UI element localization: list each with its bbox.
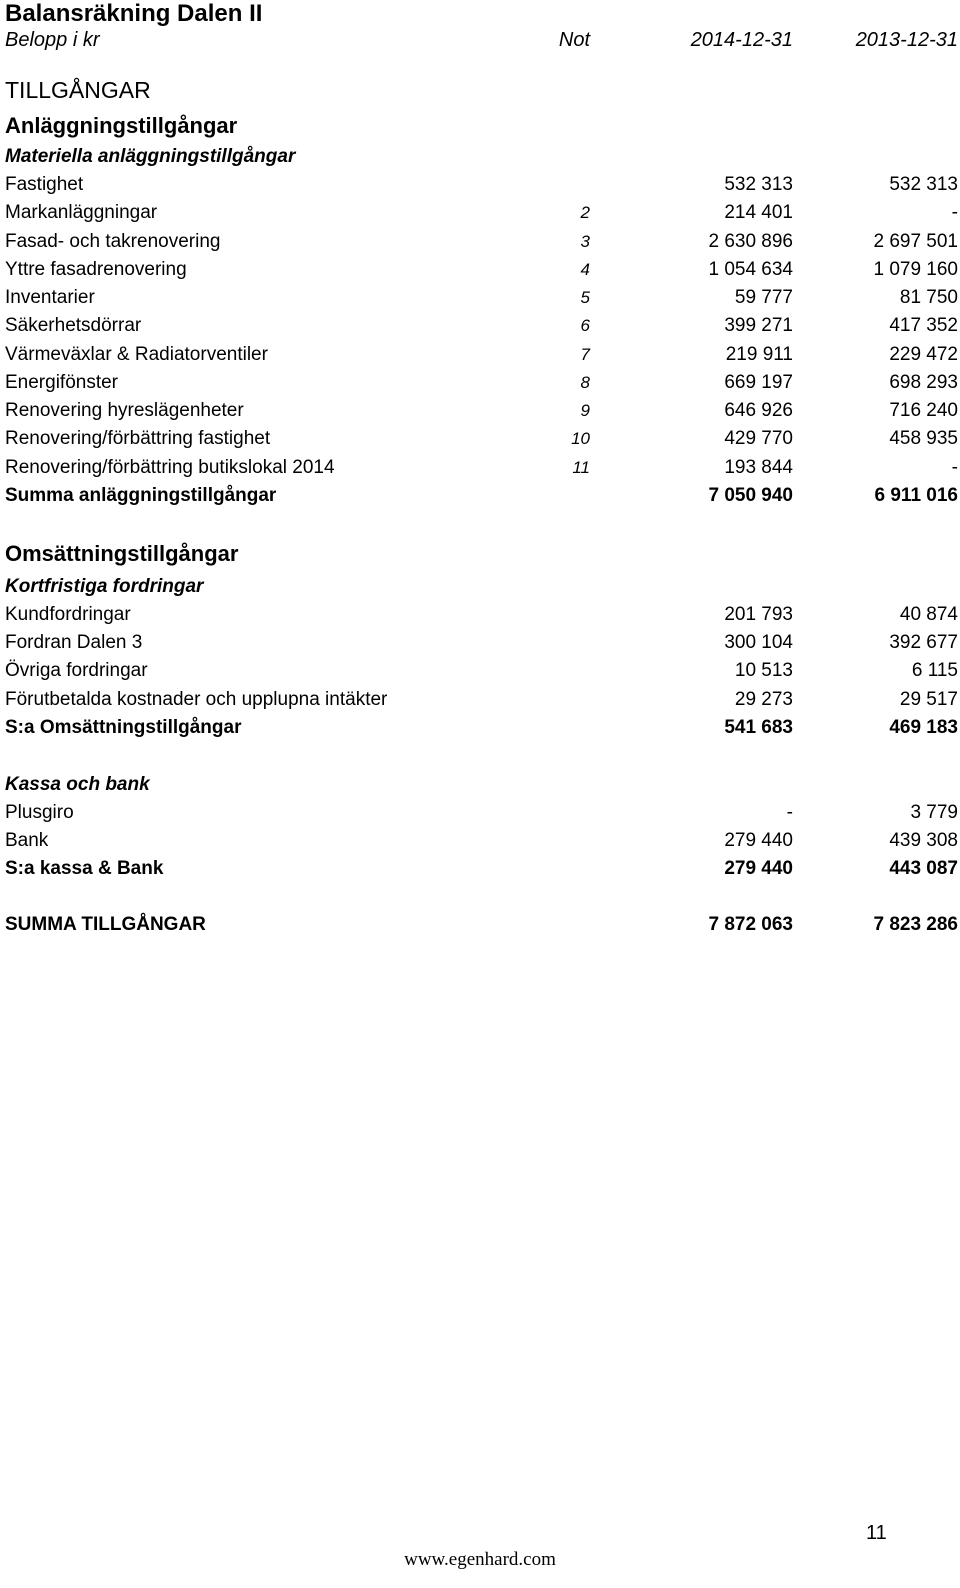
table-row bbox=[0, 199, 960, 227]
row-value-2013: 532 313 bbox=[889, 174, 958, 195]
table-row bbox=[0, 657, 960, 685]
total-value-2014: 7 050 940 bbox=[708, 485, 793, 506]
row-note: 3 bbox=[580, 232, 590, 251]
row-value-2013: 458 935 bbox=[889, 428, 958, 449]
cash-bank-total-row bbox=[0, 855, 960, 883]
grand-total-label: SUMMA TILLGÅNGAR bbox=[5, 914, 206, 935]
row-label: Fordran Dalen 3 bbox=[5, 632, 143, 653]
receivables-subheading: Kortfristiga fordringar bbox=[5, 576, 204, 597]
row-value-2013: 417 352 bbox=[889, 315, 958, 336]
row-value-2014: 646 926 bbox=[724, 400, 793, 421]
section-heading-assets: TILLGÅNGAR bbox=[5, 77, 151, 103]
table-row bbox=[0, 397, 960, 425]
row-label: Fasad- och takrenovering bbox=[5, 231, 221, 252]
total-value-2013: 469 183 bbox=[889, 717, 958, 738]
row-label: Markanläggningar bbox=[5, 202, 158, 223]
row-label: Säkerhetsdörrar bbox=[5, 315, 142, 336]
row-value-2014: 219 911 bbox=[725, 344, 793, 365]
row-label: Bank bbox=[5, 830, 49, 851]
row-value-2014: 10 513 bbox=[734, 660, 793, 681]
footer-url: www.egenhard.com bbox=[404, 1549, 556, 1570]
table-row bbox=[0, 601, 960, 629]
table-row bbox=[0, 256, 960, 284]
total-label: Summa anläggningstillgångar bbox=[5, 485, 277, 506]
row-value-2014: - bbox=[786, 802, 793, 823]
row-value-2013: 2 697 501 bbox=[873, 231, 958, 252]
row-value-2013: - bbox=[951, 202, 958, 223]
table-row bbox=[0, 284, 960, 312]
grand-total-value-2013: 7 823 286 bbox=[873, 914, 958, 935]
year1-column-header: 2014-12-31 bbox=[690, 29, 793, 51]
unit-label: Belopp i kr bbox=[5, 29, 100, 51]
row-note: 4 bbox=[580, 260, 590, 279]
tangible-assets-subheading: Materiella anläggningstillgångar bbox=[5, 146, 296, 167]
row-label: Övriga fordringar bbox=[5, 660, 148, 681]
row-value-2014: 429 770 bbox=[724, 428, 793, 449]
row-note: 11 bbox=[572, 458, 590, 477]
row-value-2014: 193 844 bbox=[724, 457, 793, 478]
current-assets-total-row bbox=[0, 714, 960, 742]
row-note: 9 bbox=[580, 401, 590, 420]
table-row bbox=[0, 369, 960, 397]
row-note: 10 bbox=[571, 429, 590, 448]
row-value-2014: 1 054 634 bbox=[708, 259, 793, 280]
row-note: 5 bbox=[580, 288, 590, 307]
row-value-2014: 669 197 bbox=[724, 372, 793, 393]
table-row bbox=[0, 312, 960, 340]
row-value-2013: 698 293 bbox=[889, 372, 958, 393]
table-row bbox=[0, 629, 960, 657]
row-value-2013: 6 115 bbox=[911, 660, 958, 681]
row-value-2013: 3 779 bbox=[910, 802, 958, 823]
row-value-2013: - bbox=[951, 457, 958, 478]
total-value-2014: 541 683 bbox=[724, 717, 793, 738]
row-note: 6 bbox=[580, 316, 590, 335]
row-label: Kundfordringar bbox=[5, 604, 131, 625]
table-row bbox=[0, 341, 960, 369]
row-note: 7 bbox=[580, 345, 590, 364]
grand-total-value-2014: 7 872 063 bbox=[708, 914, 793, 935]
page-number: 11 bbox=[866, 1522, 887, 1544]
row-label: Värmeväxlar & Radiatorventiler bbox=[5, 344, 268, 365]
row-label: Renovering/förbättring butikslokal 2014 bbox=[5, 457, 335, 478]
row-value-2013: 229 472 bbox=[889, 344, 958, 365]
row-value-2013: 1 079 160 bbox=[873, 259, 958, 280]
row-value-2014: 201 793 bbox=[724, 604, 793, 625]
row-value-2013: 40 874 bbox=[899, 604, 958, 625]
row-value-2013: 439 308 bbox=[889, 830, 958, 851]
row-note: 2 bbox=[580, 203, 590, 222]
row-label: Energifönster bbox=[5, 372, 119, 393]
row-value-2013: 716 240 bbox=[889, 400, 958, 421]
row-label: Renovering hyreslägenheter bbox=[5, 400, 244, 421]
table-row bbox=[0, 454, 960, 482]
table-row bbox=[0, 425, 960, 453]
row-label: Förutbetalda kostnader och upplupna intäkter bbox=[5, 689, 388, 710]
row-value-2013: 29 517 bbox=[899, 689, 958, 710]
document-title: Balansräkning Dalen II bbox=[5, 0, 263, 27]
row-label: Inventarier bbox=[5, 287, 95, 308]
row-value-2014: 399 271 bbox=[724, 315, 793, 336]
year2-column-header: 2013-12-31 bbox=[855, 29, 958, 51]
row-label: Yttre fasadrenovering bbox=[5, 259, 187, 280]
row-value-2014: 2 630 896 bbox=[708, 231, 793, 252]
total-value-2013: 443 087 bbox=[889, 858, 958, 879]
total-value-2014: 279 440 bbox=[724, 858, 793, 879]
row-value-2014: 300 104 bbox=[724, 632, 793, 653]
total-value-2013: 6 911 016 bbox=[874, 485, 958, 506]
total-label: S:a kassa & Bank bbox=[5, 858, 164, 879]
row-value-2014: 532 313 bbox=[724, 174, 793, 195]
note-column-header: Not bbox=[558, 29, 590, 51]
row-label: Renovering/förbättring fastighet bbox=[5, 428, 271, 449]
row-value-2014: 29 273 bbox=[734, 689, 793, 710]
row-value-2013: 81 750 bbox=[899, 287, 958, 308]
table-row bbox=[0, 171, 960, 199]
fixed-assets-total-row bbox=[0, 482, 960, 510]
table-row bbox=[0, 827, 960, 855]
cash-bank-subheading: Kassa och bank bbox=[5, 774, 150, 795]
current-assets-heading: Omsättningstillgångar bbox=[5, 541, 239, 566]
row-label: Fastighet bbox=[5, 174, 84, 195]
row-note: 8 bbox=[580, 373, 590, 392]
row-value-2014: 214 401 bbox=[724, 202, 793, 223]
row-value-2014: 59 777 bbox=[734, 287, 793, 308]
table-row bbox=[0, 228, 960, 256]
table-row bbox=[0, 686, 960, 714]
grand-total-row bbox=[0, 911, 960, 939]
fixed-assets-heading: Anläggningstillgångar bbox=[5, 113, 238, 138]
total-label: S:a Omsättningstillgångar bbox=[5, 717, 242, 738]
table-row bbox=[0, 799, 960, 827]
row-value-2014: 279 440 bbox=[724, 830, 793, 851]
row-value-2013: 392 677 bbox=[889, 632, 958, 653]
row-label: Plusgiro bbox=[5, 802, 74, 823]
